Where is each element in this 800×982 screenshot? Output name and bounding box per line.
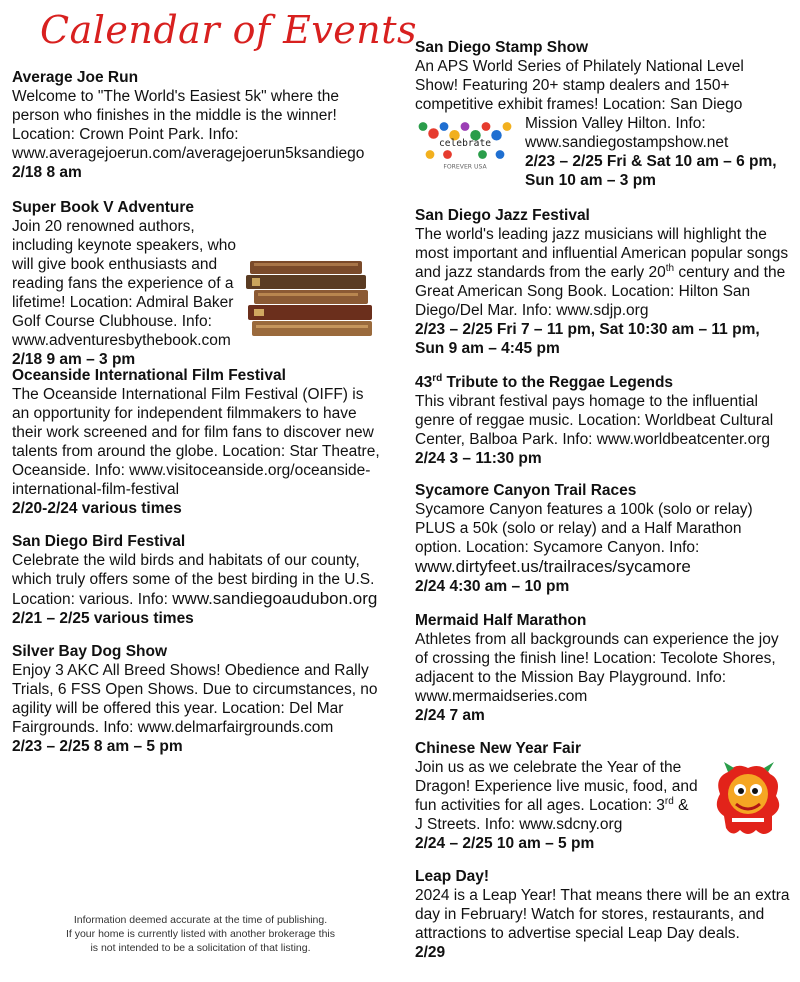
event-title: Chinese New Year Fair <box>415 740 581 757</box>
event-description: Sycamore Canyon features a 100k (solo or relay) PLUS a 50k (solo or relay) and a Half Marathon option. Location: Sycamore Canyon. Info: <box>415 501 753 556</box>
event-date: 2/18 8 am <box>12 164 82 181</box>
disclaimer <box>28 913 373 955</box>
event-date: 2/24 7 am <box>415 707 485 724</box>
event-description-wrap <box>12 551 380 609</box>
event-oceanside-film-festival <box>12 366 380 518</box>
event-title: Oceanside International Film Festival <box>12 367 286 384</box>
event-sycamore-canyon-races <box>415 481 790 596</box>
event-chinese-new-year-fair <box>415 739 790 853</box>
event-mermaid-half-marathon <box>415 611 790 725</box>
event-date: 2/20-2/24 various times <box>12 500 182 517</box>
dragon-image <box>706 758 788 840</box>
event-description-cont: & J Streets. Info: www.sdcny.org <box>415 797 689 833</box>
event-title-cont: Tribute to the Reggae Legends <box>442 374 674 391</box>
stamp-logo-text: celebrate <box>438 137 492 149</box>
disclaimer-line: is not intended to be a solicitation of that listing. <box>90 942 311 954</box>
event-description: Join us as we celebrate the Year of the Dragon! Experience live music, food, and fun activities for all ages. Location: 3 <box>415 759 698 814</box>
page-title: Calendar of Events <box>40 8 418 52</box>
superscript: th <box>665 262 675 274</box>
event-title-wrap <box>415 373 790 392</box>
event-date: 2/24 – 2/25 10 am – 5 pm <box>415 835 595 852</box>
event-description: Athletes from all backgrounds can experience the joy of crossing the finish line! Location: Tecolote Shores, adjacent to the Mission Bay Playground. Info: www.mermaidseries.com <box>415 631 779 705</box>
event-date: 2/29 <box>415 944 446 961</box>
event-description-cont: Mission Valley Hilton. Info: www.sandiegostampshow.net <box>525 115 729 151</box>
event-description: An APS World Series of Philately National Level Show! Featuring 20+ stamp dealers and 150+ competitive exhibit frames! Location: San Diego <box>415 58 744 113</box>
event-super-book-adventure <box>12 198 380 369</box>
event-description: The world's leading jazz musicians will highlight the most important and influential American popular songs and jazz standards from the early 20 <box>415 226 789 281</box>
event-description: The Oceanside International Film Festival (OIFF) is an opportunity for independent filmmakers to have their work screened and for film fans to discover new talents from around the globe. Location: Star Theatre, Oceanside. Info: www.visitoceanside.org/oceanside-international-film-festival <box>12 386 380 498</box>
event-stamp-show <box>415 38 790 190</box>
books-image <box>244 257 376 339</box>
event-leap-day <box>415 867 790 962</box>
event-san-diego-bird-festival <box>12 532 380 628</box>
event-body <box>525 114 790 190</box>
event-title: 43 <box>415 374 433 391</box>
event-date: 2/23 – 2/25 Fri & Sat 10 am – 6 pm, <box>525 153 777 170</box>
event-description-cont: century and the Great American Song Book. Location: Hilton San Diego/Del Mar. Info: www.sdjp.org <box>415 264 786 319</box>
event-reggae-tribute <box>415 373 790 468</box>
disclaimer-line: If your home is currently listed with another brokerage this <box>65 928 336 940</box>
event-description: Welcome to "The World's Easiest 5k" where the person who finishes in the middle is the winner! Location: Crown Point Park. Info: www.averagejoerun.com/averagejoerun5ksandiego <box>12 88 365 162</box>
event-title: Silver Bay Dog Show <box>12 643 168 660</box>
event-description-wrap <box>415 225 790 320</box>
event-date: 2/18 9 am – 3 pm <box>12 351 136 368</box>
event-date: 2/24 4:30 am – 10 pm <box>415 578 570 595</box>
event-description: Celebrate the wild birds and habitats of our county, which truly offers some of the best birding in the U.S. Location: various. Info: <box>12 552 375 608</box>
stamp-logo-tag: FOREVER USA <box>443 163 487 171</box>
event-title: San Diego Bird Festival <box>12 533 186 550</box>
event-description: This vibrant festival pays homage to the influential genre of reggae music. Location: Worldbeat Cultural Center, Balboa Park. Info: www.worldbeatcenter.org <box>415 393 774 448</box>
event-title: Super Book V Adventure <box>12 199 195 216</box>
disclaimer-line: Information deemed accurate at the time of publishing. <box>73 914 328 926</box>
event-link[interactable]: www.sandiegoaudubon.org <box>172 589 378 608</box>
event-description: 2024 is a Leap Year! That means there will be an extra day in February! Watch for stores, restaurants, and attractions to advertise special Leap Day deals. <box>415 887 790 942</box>
event-title: Mermaid Half Marathon <box>415 612 587 629</box>
event-title: Average Joe Run <box>12 69 139 86</box>
event-silver-bay-dog-show <box>12 642 380 756</box>
event-title: Sycamore Canyon Trail Races <box>415 482 637 499</box>
event-description: Join 20 renowned authors, including keynote speakers, who will give book enthusiasts and reading fans the experience of a lifetime! Location: Admiral Baker Golf Course Clubhouse. Info: www.adventuresbythebook.com <box>12 218 237 349</box>
event-description: Enjoy 3 AKC All Breed Shows! Obedience and Rally Trials, 6 FSS Open Shows. Due to circumstances, no agility will be offered this year. Location: Del Mar Fairgrounds. Info: www.delmarfairgrounds.com <box>12 662 378 736</box>
superscript: rd <box>664 795 674 807</box>
event-link[interactable]: www.dirtyfeet.us/trailraces/sycamore <box>415 557 691 576</box>
event-average-joe-run <box>12 68 380 182</box>
event-body <box>12 217 380 350</box>
event-date: 2/23 – 2/25 8 am – 5 pm <box>12 738 183 755</box>
celebrate-stamp-logo <box>411 116 519 172</box>
event-jazz-festival <box>415 206 790 358</box>
event-title: San Diego Stamp Show <box>415 39 589 56</box>
event-date: 2/21 – 2/25 various times <box>12 610 194 627</box>
event-date-cont: Sun 10 am – 3 pm <box>525 172 656 189</box>
event-title: San Diego Jazz Festival <box>415 207 590 224</box>
event-description-wrap <box>415 500 790 577</box>
event-date: 2/23 – 2/25 Fri 7 – 11 pm, Sat 10:30 am – 11 pm, Sun 9 am – 4:45 pm <box>415 321 760 357</box>
superscript: rd <box>432 372 443 384</box>
event-title: Leap Day! <box>415 868 490 885</box>
event-date: 2/24 3 – 11:30 pm <box>415 450 542 467</box>
